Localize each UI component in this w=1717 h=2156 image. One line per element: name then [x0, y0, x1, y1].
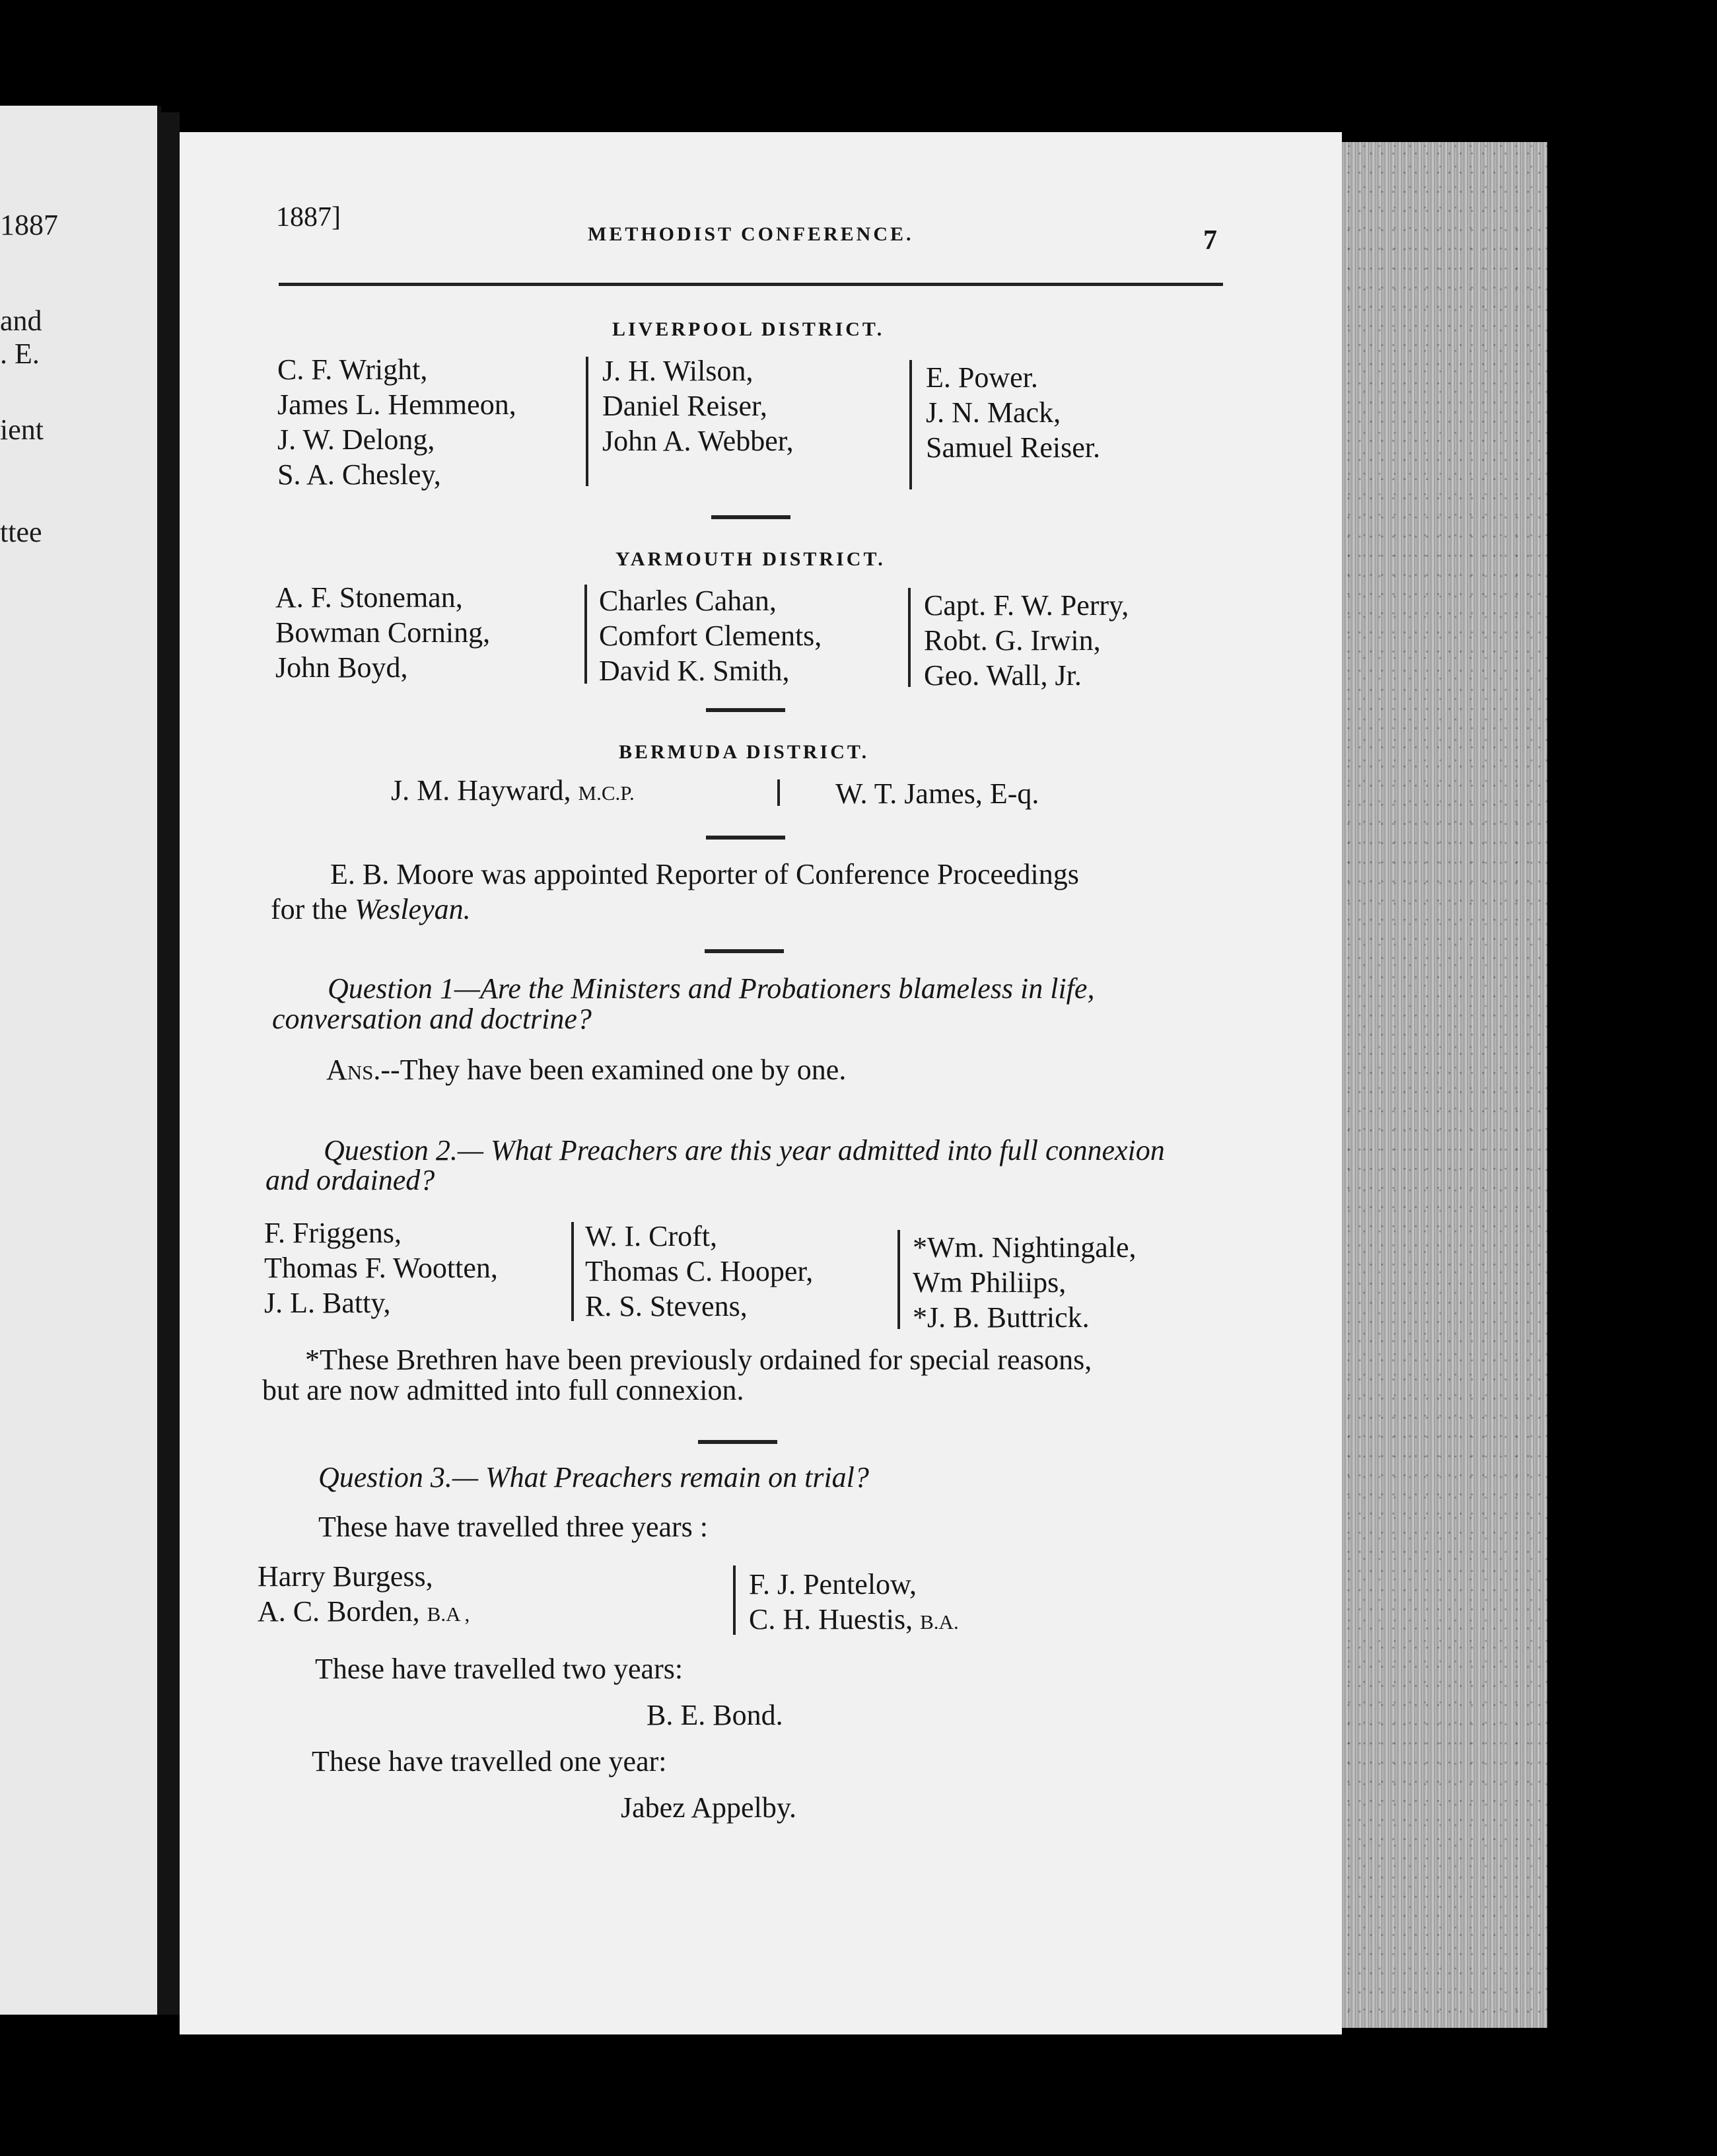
question-label: Question 3. [318, 1461, 452, 1493]
answer-label: Ans. [326, 1054, 381, 1086]
column-divider [584, 585, 587, 684]
section-rule [711, 515, 790, 519]
section-rule [698, 1440, 777, 1444]
section-rule [706, 836, 785, 840]
name-column [585, 1219, 813, 1324]
name-entry: F. Friggens, [264, 1217, 402, 1249]
name-entry: Harry Burgess, [258, 1560, 433, 1593]
name-entry: Daniel Reiser, [602, 390, 767, 422]
column-divider [733, 1565, 736, 1635]
name-entry: Thomas C. Hooper, [585, 1255, 814, 1287]
reporter-line: E. B. Moore was appointed Reporter of Conference Proceedings [330, 858, 1079, 890]
name-entry: Comfort Clements, [599, 620, 822, 652]
section-heading: BERMUDA DISTRICT. [619, 741, 870, 763]
left-page-text: 1887 [0, 209, 58, 241]
name-entry: Charles Cahan, [599, 585, 777, 617]
name-entry [749, 1602, 959, 1639]
column-divider [586, 357, 588, 486]
name-entry: Wm Philiips, [913, 1266, 1067, 1299]
left-page-text: ient [0, 413, 44, 446]
column-divider [897, 1230, 900, 1329]
header-rule [279, 283, 1223, 286]
bermuda-right: W. T. James, E-q. [835, 777, 1039, 810]
section-heading: YARMOUTH DISTRICT. [615, 548, 886, 570]
trial-intro: These have travelled two years: [315, 1653, 683, 1685]
name-entry: Thomas F. Wootten, [264, 1252, 498, 1284]
question-label: Question 1 [328, 972, 454, 1005]
name-column [749, 1567, 959, 1639]
header-title: METHODIST CONFERENCE. [588, 223, 914, 245]
section-rule [706, 708, 785, 712]
name-entry: B. E. Bond. [647, 1699, 783, 1731]
name-entry [258, 1594, 470, 1632]
name-column [277, 352, 516, 492]
name-entry: J. H. Wilson, [602, 355, 753, 387]
name-suffix: M.C.P. [578, 781, 635, 805]
question-body: and ordained? [265, 1164, 435, 1196]
name-entry: J. L. Batty, [264, 1287, 391, 1319]
question-text [318, 1460, 869, 1495]
name-column [924, 588, 1129, 693]
question-body: — What Preachers are this year admitted into full connexion [457, 1134, 1165, 1167]
page-number: 7 [1203, 225, 1217, 256]
bermuda-left [391, 773, 635, 810]
name-entry: C. F. Wright, [277, 353, 428, 386]
name-column [258, 1559, 470, 1632]
name-suffix: B.A , [427, 1602, 470, 1626]
name-entry: J. M. Hayward, [391, 774, 571, 807]
question-body: — What Preachers remain on trial? [452, 1461, 869, 1493]
name-entry: W. I. Croft, [585, 1220, 718, 1252]
name-column [602, 353, 794, 458]
header-year: 1887] [276, 202, 341, 233]
reporter-text: for the [271, 893, 348, 925]
name-text: A. C. Borden, [258, 1595, 420, 1628]
name-column [275, 580, 490, 685]
name-entry: E. Power. [926, 361, 1038, 394]
answer-body: --They have been examined one by one. [380, 1054, 847, 1086]
question-label: Question 2. [324, 1134, 458, 1167]
name-entry: Geo. Wall, Jr. [924, 659, 1082, 692]
column-divider [908, 588, 911, 687]
question-body: —Are the Ministers and Probationers blameless in life, [454, 972, 1095, 1005]
name-entry: Jabez Appelby. [621, 1791, 796, 1824]
column-divider [909, 360, 912, 489]
book-gutter [157, 112, 180, 2015]
name-text: C. H. Huestis, [749, 1603, 913, 1635]
name-entry: J. N. Mack, [926, 396, 1061, 429]
name-entry: F. J. Pentelow, [749, 1568, 917, 1600]
left-page-fragment [0, 106, 161, 2015]
name-entry: J. W. Delong, [277, 423, 435, 456]
trial-intro: These have travelled three years : [318, 1511, 709, 1543]
name-column [926, 360, 1100, 465]
name-column [599, 583, 822, 688]
name-entry: John Boyd, [275, 651, 408, 684]
page-edges [1327, 142, 1547, 2028]
name-column [913, 1230, 1137, 1335]
name-entry: James L. Hemmeon, [277, 388, 516, 421]
reporter-line [271, 892, 471, 927]
trial-intro: These have travelled one year: [312, 1745, 667, 1778]
footnote-line: *These Brethren have been previously ordained for special reasons, [305, 1344, 1092, 1376]
answer-text [326, 1052, 846, 1087]
section-rule [705, 949, 784, 953]
column-divider [571, 1222, 574, 1321]
name-entry: R. S. Stevens, [585, 1290, 748, 1322]
name-entry: S. A. Chesley, [277, 458, 441, 491]
question-text [324, 1133, 1165, 1168]
name-entry: David K. Smith, [599, 655, 790, 687]
name-entry: *Wm. Nightingale, [913, 1231, 1137, 1264]
footnote-line: but are now admitted into full connexion. [262, 1374, 744, 1406]
left-page-text: ttee [0, 516, 42, 548]
name-entry: Robt. G. Irwin, [924, 624, 1101, 657]
name-entry: Bowman Corning, [275, 616, 491, 649]
left-page-text: and [0, 305, 42, 337]
name-entry: John A. Webber, [602, 425, 794, 457]
column-divider [777, 779, 780, 806]
reporter-publication: Wesleyan. [355, 893, 471, 925]
name-entry: A. F. Stoneman, [275, 581, 463, 614]
left-page-text: . E. [0, 338, 40, 370]
book-page [180, 132, 1342, 2034]
name-suffix: B.A. [920, 1610, 959, 1634]
question-body: conversation and doctrine? [272, 1003, 592, 1035]
name-entry: *J. B. Buttrick. [913, 1301, 1090, 1334]
name-entry: Samuel Reiser. [926, 431, 1100, 464]
section-heading: LIVERPOOL DISTRICT. [612, 318, 885, 340]
name-column [264, 1215, 498, 1320]
name-entry: Capt. F. W. Perry, [924, 589, 1129, 622]
